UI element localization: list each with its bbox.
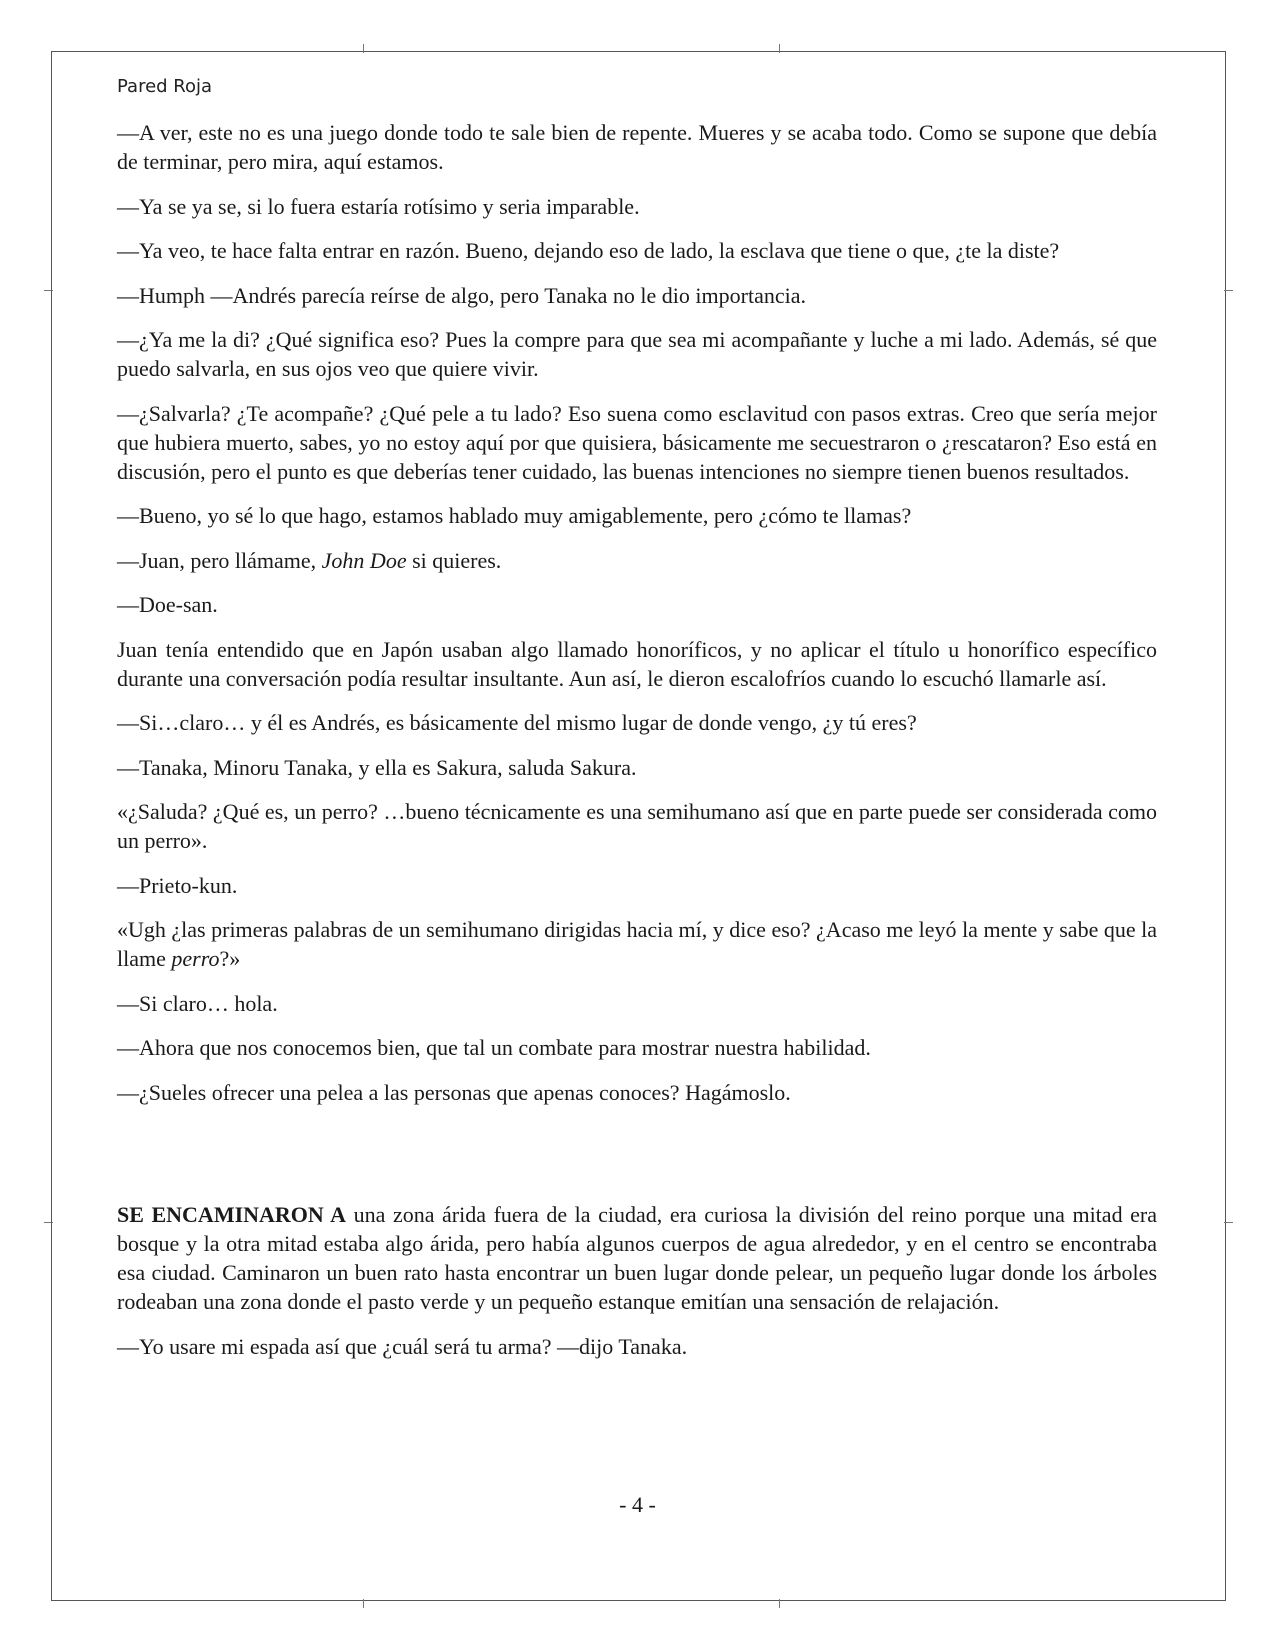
italic-name: John Doe (321, 547, 407, 573)
paragraph-9: —Doe-san. (117, 592, 218, 617)
italic-word: perro (171, 946, 220, 971)
scene-break (117, 1122, 1157, 1200)
scene-closing-paragraph: —Yo usare mi espada así que ¿cuál será tu arma? —dijo Tanaka. (117, 1333, 688, 1359)
paragraph-17: —Ahora que nos conocemos bien, que tal un combate para mostrar nuestra habilidad. (117, 1035, 871, 1060)
paragraph-15 (117, 915, 1157, 973)
crop-mark-bottom-center (779, 1599, 780, 1608)
crop-mark-right-upper (1224, 290, 1233, 291)
paragraph-15-before: «Ugh ¿las primeras palabras de un semihumano dirigidas hacia mí, y dice eso? ¿Acaso me leyó la mente y sabe que la llame (117, 917, 1157, 971)
page-number: - 4 - (619, 1492, 656, 1517)
paragraph-8 (117, 546, 1157, 575)
paragraph-1: —A ver, este no es una juego donde todo te sale bien de repente. Mueres y se acaba todo. Como se supone que debía de terminar, pero mira, aquí estamos. (117, 120, 1157, 174)
running-header: Pared Roja (117, 76, 213, 97)
crop-mark-left-lower (44, 1222, 53, 1223)
paragraph-4: —Humph —Andrés parecía reírse de algo, pero Tanaka no le dio importancia. (117, 282, 806, 308)
scene-opening-text: una zona árida fuera de la ciudad, era curiosa la división del reino porque una mitad era bosque y la otra mitad estaba algo árida, pero había algunos cuerpos de agua alrededor, y en el centro se encontraba esa ciudad. Caminaron un buen rato hasta encontrar un buen lugar donde pelear, un pequeño lugar donde los árboles rodeaban una zona donde el pasto verde y un pequeño estanque emitían una sensación de relajación. (117, 1202, 1157, 1314)
paragraph-14: —Prieto-kun. (117, 872, 238, 898)
crop-mark-bottom-left (363, 1599, 364, 1608)
paragraph-13: «¿Saluda? ¿Qué es, un perro? …bueno técnicamente es una semihumano así que en parte puede ser considerada como un perro». (117, 799, 1157, 853)
body-text (117, 118, 1157, 1376)
paragraph-12: —Tanaka, Minoru Tanaka, y ella es Sakura, saluda Sakura. (117, 754, 637, 780)
paragraph-18: —¿Sueles ofrecer una pelea a las personas que apenas conoces? Hagámoslo. (117, 1079, 791, 1105)
crop-mark-left-upper (44, 290, 53, 291)
scene-opening-paragraph (117, 1200, 1157, 1316)
paragraph-8-before: —Juan, pero llámame, (117, 547, 322, 573)
paragraph-6: —¿Salvarla? ¿Te acompañe? ¿Qué pele a tu lado? Eso suena como esclavitud con pasos extras. Creo que sería mejor que hubiera muerto, sabes, yo no estoy aquí por que quisiera, básicamente me secuestraron o ¿rescataron? Eso está en discusión, pero el punto es que deberías tener cuidado, las buenas intenciones no siempre tienen buenos resultados. (117, 400, 1157, 484)
paragraph-16: —Si claro… hola. (117, 990, 278, 1016)
paragraph-2: —Ya se ya se, si lo fuera estaría rotísimo y seria imparable. (117, 193, 640, 219)
crop-mark-right-lower (1224, 1222, 1233, 1223)
paragraph-5: —¿Ya me la di? ¿Qué significa eso? Pues la compre para que sea mi acompañante y luche a mi lado. Además, sé que puedo salvarla, en sus ojos veo que quiere vivir. (117, 327, 1157, 381)
paragraph-10: Juan tenía entendido que en Japón usaban algo llamado honoríficos, y no aplicar el título u honorífico específico durante una conversación podía resultar insultante. Aun así, le dieron escalofríos cuando lo escuchó llamarle así. (117, 636, 1157, 691)
paragraph-8-after: si quieres. (406, 547, 502, 573)
paragraph-11: —Si…claro… y él es Andrés, es básicamente del mismo lugar de donde vengo, ¿y tú eres? (117, 710, 917, 735)
paragraph-7: —Bueno, yo sé lo que hago, estamos hablado muy amigablemente, pero ¿cómo te llamas? (117, 503, 912, 528)
paragraph-15-after: ?» (219, 946, 241, 971)
scene-lead-caps: SE ENCAMINARON A (117, 1202, 347, 1227)
paragraph-3: —Ya veo, te hace falta entrar en razón. Bueno, dejando eso de lado, la esclava que tiene o que, ¿te la diste? (117, 238, 1060, 263)
crop-mark-top-left (363, 44, 364, 53)
crop-mark-top-center (779, 44, 780, 53)
